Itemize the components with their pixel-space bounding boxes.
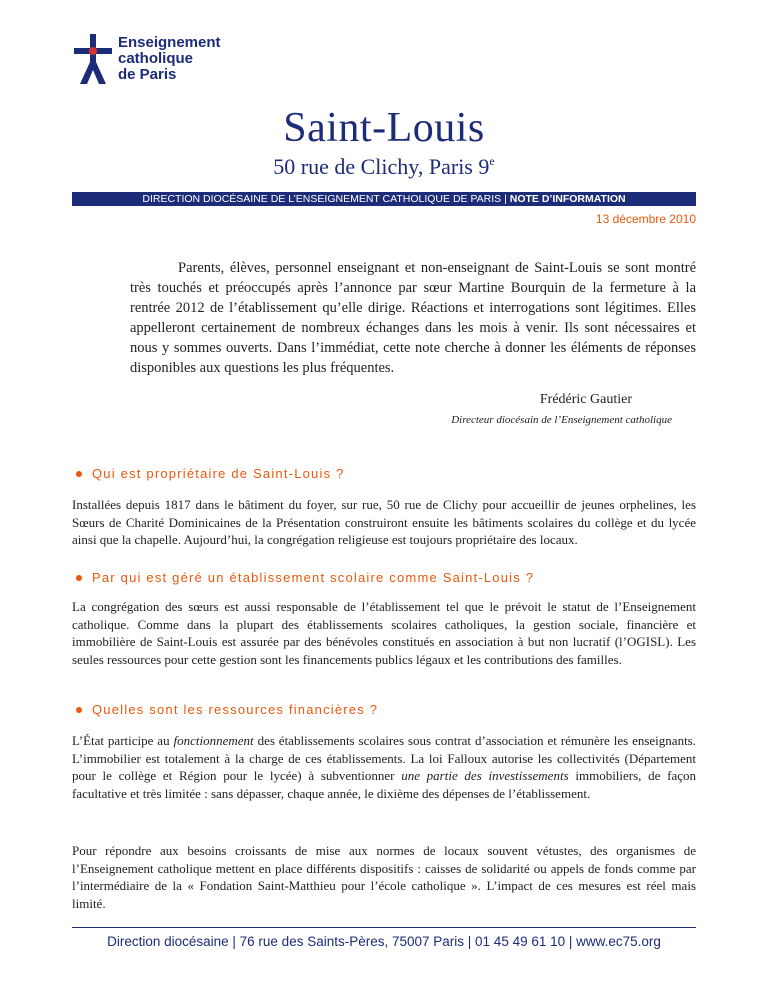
intro-text: Parents, élèves, personnel enseignant et non-enseignant de Saint-Louis se sont montré très touchés et préoccupés après l’annonce par sœur Martine Bourquin de la fermeture à la rentrée 2012 de l’établissement qu’elle dirige. Réactions et interrogations sont légitimes. Elles appelleront certainement de nombreux échanges dans les mois à venir. Ils sont nécessaires et nous y sommes ouverts. Dans l’immédiat, cette note cherche à donner les éléments de réponses disponibles aux questions les plus fréquentes. <box>130 260 696 376</box>
question-1 <box>76 466 345 481</box>
question-2 <box>76 570 534 585</box>
answer-3a-part3: immobiliers, de façon facultative et très limitée : sans dépasser, chaque année, le dixième des dépenses de l’établissement. <box>72 768 696 801</box>
header-banner <box>72 192 696 206</box>
logo-text <box>118 35 221 83</box>
intro-paragraph <box>130 258 696 378</box>
footer-divider <box>72 927 696 928</box>
question-1-text: Qui est propriétaire de Saint-Louis ? <box>92 466 345 481</box>
bullet-icon <box>76 575 82 581</box>
subtitle-superscript: e <box>489 154 495 168</box>
answer-2: La congrégation des sœurs est aussi responsable de l’établissement tel que le prévoit le statut de l’Enseignement catholique. Comme dans la plupart des établissements scolaires catholiques, la gestion sociale, financière et immobilière de Saint-Louis est assurée par des bénévoles constitués en association à but non lucratif (l’OGISL). Les seules ressources pour cette gestion sont les financements publics légaux et les contributions des familles. <box>72 599 696 667</box>
logo-line-3: de Paris <box>118 66 177 83</box>
page-title: Saint-Louis <box>283 105 485 151</box>
question-3-text: Quelles sont les ressources financières ? <box>92 702 379 717</box>
banner-left: DIRECTION DIOCÉSAINE DE L’ENSEIGNEMENT CATHOLIQUE DE PARIS | <box>142 193 510 205</box>
answer-3a <box>72 732 696 802</box>
answer-3a-emphasis-2: une partie des investissements <box>401 768 569 783</box>
answer-3a-emphasis-1: fonctionnement <box>173 733 254 748</box>
signer-name: Frédéric Gautier <box>539 392 632 407</box>
footer: Direction diocésaine | 76 rue des Saints-Pères, 75007 Paris | 01 45 49 61 10 | www.ec75.org <box>107 934 661 949</box>
document-date: 13 décembre 2010 <box>595 212 696 226</box>
answer-3a-part1: L’État participe au <box>72 733 174 748</box>
question-3 <box>76 702 378 717</box>
banner-right: NOTE D’INFORMATION <box>509 193 626 205</box>
logo-line-1: Enseignement <box>118 34 221 51</box>
logo-line-2: catholique <box>118 50 194 67</box>
logo <box>72 34 252 86</box>
bullet-icon <box>76 471 82 477</box>
answer-1: Installées depuis 1817 dans le bâtiment du foyer, sur rue, 50 rue de Clichy pour accueillir de jeunes orphelines, les Sœurs de Charité Dominicaines de la Présentation construiront ensuite les bâtiments scolaires du collège et du lycée ainsi que la chapelle. Aujourd’hui, la congrégation religieuse est toujours propriétaire des locaux. <box>72 497 696 547</box>
answer-3a-part2: des établissements scolaires sous contrat d’association et rémunère les enseignants. L’immobilier est totalement à la charge de ces établissements. La loi Falloux autorise les collectivités (Département pour le collège et Région pour le lycée) à subventionner <box>72 733 696 783</box>
signer-role: Directeur diocésain de l’Enseignement catholique <box>451 414 672 426</box>
answer-3b: Pour répondre aux besoins croissants de mise aux normes de locaux souvent vétustes, des organismes de l’Enseignement catholique mettent en place différents dispositifs : caisses de solidarité ou appels de fonds comme par l’intermédiaire de la « Fondation Saint-Matthieu pour l’école catholique ». L’impact de ces mesures est réel mais limité. <box>72 843 696 911</box>
page-subtitle <box>0 154 768 180</box>
bullet-icon <box>76 707 82 713</box>
cross-logo-icon <box>72 34 114 86</box>
subtitle-address: 50 rue de Clichy, Paris 9 <box>273 154 490 179</box>
question-2-text: Par qui est géré un établissement scolaire comme Saint-Louis ? <box>92 570 535 585</box>
